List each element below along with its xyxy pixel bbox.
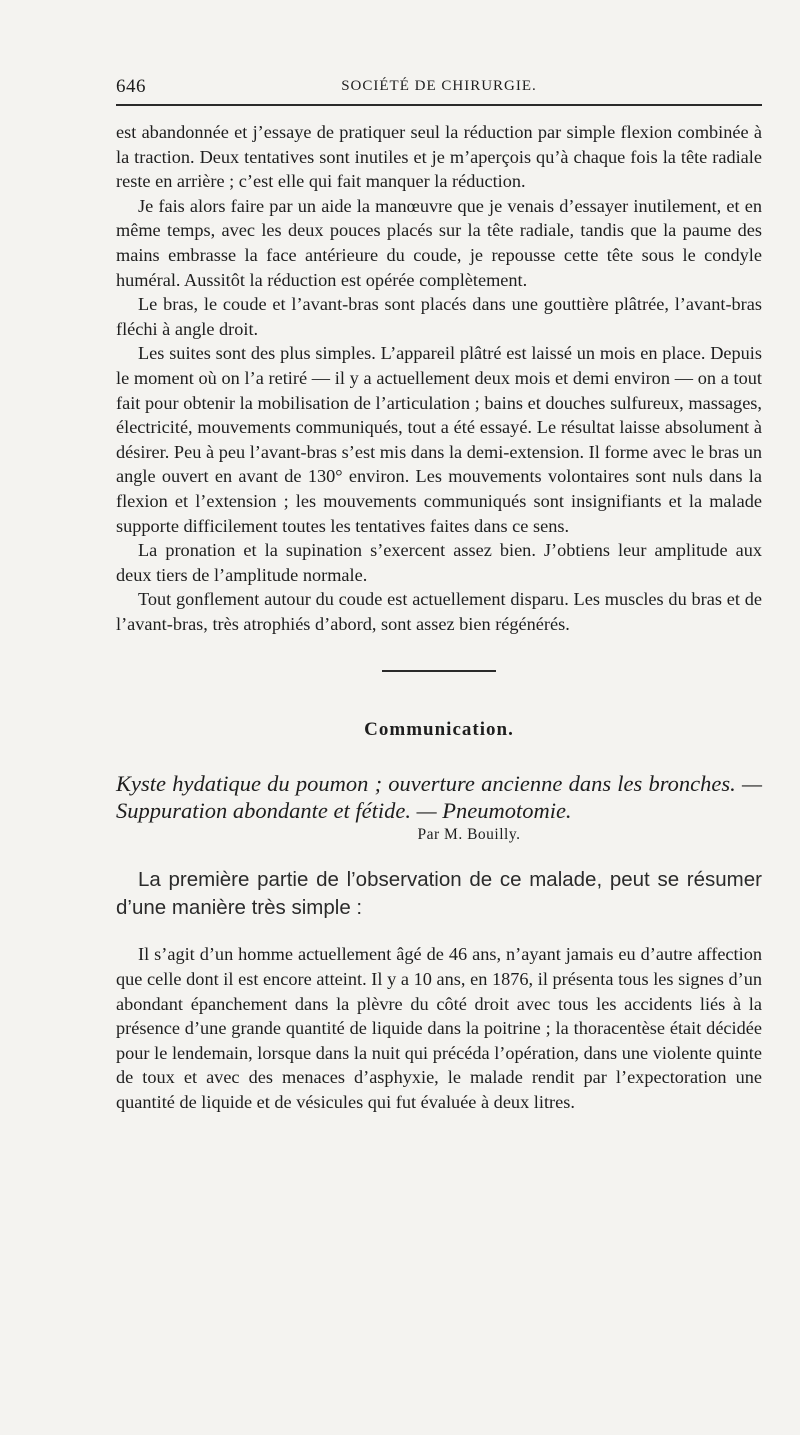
paragraph: Le bras, le coude et l’avant-bras sont placés dans une gouttière plâtrée, l’avant-bras fléchi à angle droit. [116,294,762,339]
continued-text [116,120,762,636]
paragraph: Tout gonflement autour du coude est actuellement disparu. Les muscles du bras et de l’avant-bras, très atrophiés d’abord, sont assez bien régénérés. [116,589,762,634]
byline: Par M. Bouilly. [417,826,521,844]
article-title: Kyste hydatique du poumon ; ouverture ancienne dans les bronches. — Suppuration abondante et fétide. — Pneumotomie. [116,771,762,823]
document-page [116,70,762,1115]
section-separator [382,670,496,672]
paragraph: La pronation et la supination s’exercent assez bien. J’obtiens leur amplitude aux deux tiers de l’amplitude normale. [116,540,762,585]
section-heading: Communication. [364,719,514,741]
paragraph: Il s’agit d’un homme actuellement âgé de 46 ans, n’ayant jamais eu d’autre affection que celle dont il est encore atteint. Il y a 10 ans, en 1876, il présenta tous les signes d’un abondant épanchement dans la plèvre du côté droit avec tous les accidents liés à la présence d’une grande quantité de liquide dans la poitrine ; la thoracentèse était décidée pour le lendemain, lorsque dans la nuit qui précéda l’opération, dans une violente quinte de toux et avec des menaces d’asphyxie, le malade rendit par l’expectoration une quantité de liquide et de vésicules qui fut évaluée à deux litres. [116,944,762,1113]
running-head [116,70,762,104]
paragraph: Je fais alors faire par un aide la manœuvre que je venais d’essayer inutilement, et en même temps, avec les deux pouces placés sur la tête radiale, tandis que la paume des mains embrasse la face antérieure du coude, je repousse cette tête sous le condyle huméral. Aussitôt la réduction est opérée complètement. [116,195,762,290]
paragraph: Les suites sont des plus simples. L’appareil plâtré est laissé un mois en place. Depuis le moment où on l’a retiré — il y a actuellement deux mois et demi environ — on a tout fait pour obtenir la mobilisation de l’articulation ; bains et douches sulfureux, massages, électricité, mouvements communiqués, tout a été essayé. Le résultat laisse absolument à désirer. Peu à peu l’avant-bras s’est mis dans la demi-extension. Il forme avec le bras un angle ouvert en avant de 130° environ. Les mouvements volontaires sont nuls dans la flexion et l’extension ; les mouvements communiqués sont insignifiants et la malade supporte difficilement toutes les tentatives faites dans ce sens. [116,343,762,536]
intro-paragraph: La première partie de l’observation de ce malade, peut se résumer d’une manière très simple : [116,868,762,920]
journal-title: SOCIÉTÉ DE CHIRURGIE. [341,78,537,94]
article-body [116,942,762,1114]
paragraph: est abandonnée et j’essaye de pratiquer seul la réduction par simple flexion combinée à la traction. Deux tentatives sont inutiles et je m’aperçois qu’à chaque fois la tête radiale reste en arrière ; c’est elle qui fait manquer la réduction. [116,122,762,192]
page-number: 646 [116,76,146,97]
header-rule [116,104,762,106]
